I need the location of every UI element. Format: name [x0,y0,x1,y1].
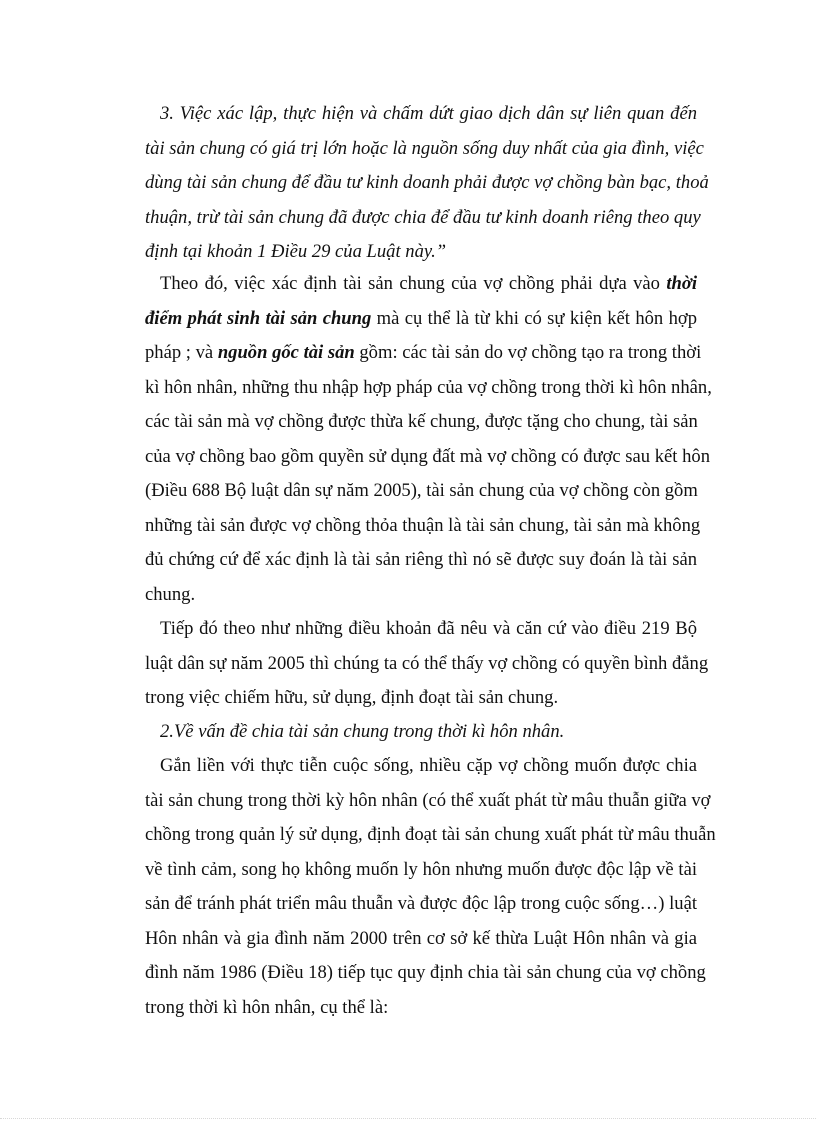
text-line: chung. [145,583,196,605]
quoted-article [145,97,709,270]
text-line: đình năm 1986 (Điều 18) tiếp tục quy định chia tài sản chung của vợ chồng [145,962,706,983]
text-line: những tài sản được vợ chồng thỏa thuận là tài sản chung, tài sản mà không [145,514,701,536]
emphasis-run: thời [666,273,697,294]
text-line: thuận, trừ tài sản chung đã được chia để đầu tư kinh doanh riêng theo quy [145,206,701,228]
text-line: Tiếp đó theo như những điều khoản đã nêu và căn cứ vào điều 219 Bộ [160,618,697,639]
paragraph-division-of-property [145,749,716,1025]
text-line: Hôn nhân và gia đình năm 2000 trên cơ sở kế thừa Luật Hôn nhân và gia [145,927,697,949]
text-line [145,302,697,337]
page-bottom-divider [0,1118,816,1119]
text-line: các tài sản mà vợ chồng được thừa kế chung, được tặng cho chung, tài sản [145,411,698,432]
text-line [145,336,702,371]
text-run: Theo đó, việc xác định tài sản chung của vợ chồng phải dựa vào [160,273,667,294]
text-line: về tình cảm, song họ không muốn ly hôn nhưng muốn được độc lập về tài [145,858,697,880]
text-line: định tại khoản 1 Điều 29 của Luật này.” [145,241,447,262]
text-line [145,267,697,302]
text-line: luật dân sự năm 2005 thì chúng ta có thể thấy vợ chồng có quyền bình đẳng [145,652,709,674]
text-line: tài sản chung trong thời kỳ hôn nhân (có thể xuất phát từ mâu thuẫn giữa vợ [145,789,711,811]
emphasis-run: điểm phát sinh tài sản chung [145,307,372,329]
text-line: trong việc chiếm hữu, sử dụng, định đoạt tài sản chung. [145,687,559,708]
text-line: (Điều 688 Bộ luật dân sự năm 2005), tài sản chung của vợ chồng còn gồm [145,480,698,501]
text-line: của vợ chồng bao gồm quyền sử dụng đất mà vợ chồng có được sau kết hôn [145,445,710,467]
text-run: mà cụ thể là từ khi có sự kiện kết hôn hợp [371,307,697,329]
text-line: đủ chứng cứ để xác định là tài sản riêng thì nó sẽ được suy đoán là tài sản [145,549,697,570]
text-run: pháp ; và [145,342,218,363]
paragraph-equal-rights [145,612,709,716]
text-line: sản để tránh phát triển mâu thuẫn và được độc lập trong cuộc sống…) luật [145,893,697,914]
text-line: dùng tài sản chung để đầu tư kinh doanh phải được vợ chồng bàn bạc, thoả [145,172,709,193]
section-heading [145,715,697,750]
paragraph-common-property [145,267,712,612]
text-line: Gắn liền với thực tiễn cuộc sống, nhiều cặp vợ chồng muốn được chia [160,755,697,776]
heading-text: 2.Về vấn đề chia tài sản chung trong thời kì hôn nhân. [160,721,565,742]
text-line: chồng trong quản lý sử dụng, định đoạt tài sản chung xuất phát từ mâu thuẫn [145,824,716,845]
text-line: 3. Việc xác lập, thực hiện và chấm dứt giao dịch dân sự liên quan đến [160,103,697,124]
text-line: trong thời kì hôn nhân, cụ thể là: [145,996,389,1018]
emphasis-run: nguồn gốc tài sản [217,342,355,363]
text-line: kì hôn nhân, những thu nhập hợp pháp của vợ chồng trong thời kì hôn nhân, [145,376,712,398]
text-run: gồm: các tài sản do vợ chồng tạo ra trong thời [354,342,702,363]
text-line: tài sản chung có giá trị lớn hoặc là nguồn sống duy nhất của gia đình, việc [145,137,704,159]
